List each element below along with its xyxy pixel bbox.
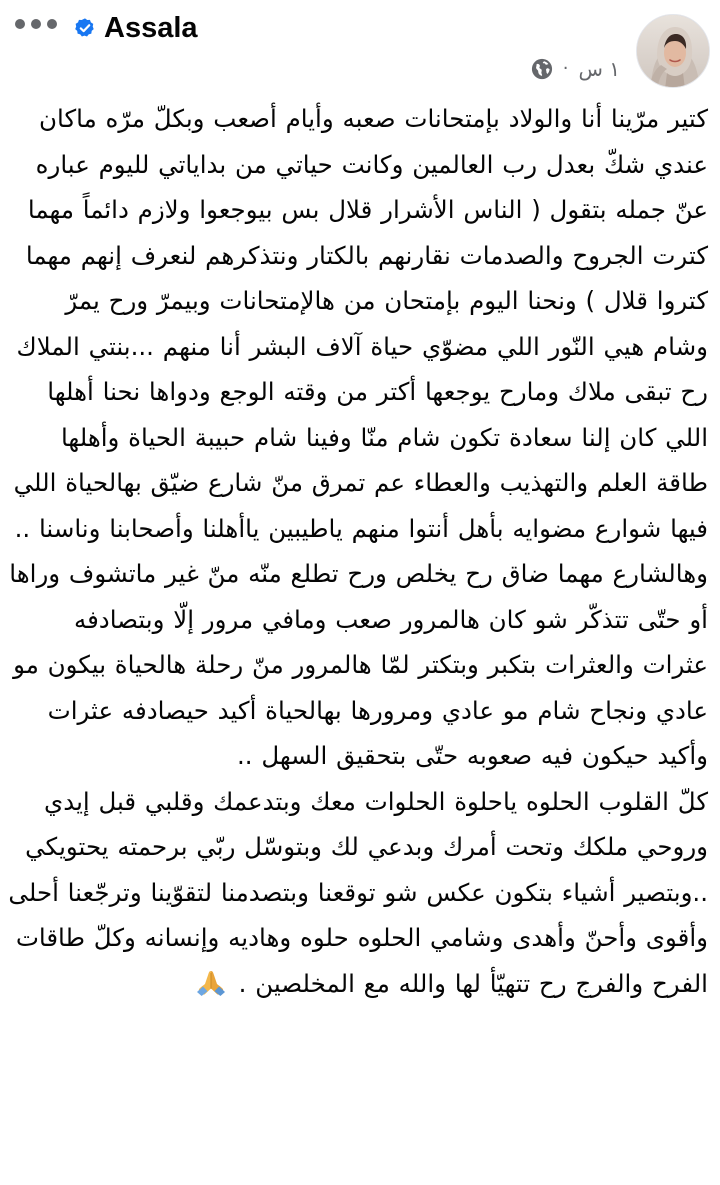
post-meta [531, 54, 620, 84]
globe-icon[interactable] [531, 58, 553, 80]
avatar[interactable] [636, 14, 710, 88]
more-options-icon-dot [31, 19, 41, 29]
post-body [8, 96, 708, 1006]
meta-separator: · [562, 58, 569, 79]
author-block[interactable] [74, 8, 198, 48]
more-options-icon [15, 19, 25, 29]
post-timestamp[interactable]: ١ س [578, 57, 620, 81]
verified-badge-icon [74, 17, 96, 39]
more-options-icon-dot [47, 19, 57, 29]
post-header [0, 0, 720, 100]
avatar-image [637, 15, 710, 88]
more-options-button[interactable] [8, 4, 64, 44]
author-name[interactable]: Assala [104, 11, 198, 44]
folded-hands-icon [194, 968, 228, 996]
post-text: كتير مرّينا أنا والولاد بإمتحانات صعبه وأيام أصعب وبكلّ مرّه ماكان عندي شكّ بعدل رب العالمين وكانت حياتي من بداياتي لليوم عباره عنّ جمله بتقول ( الناس الأشرار قلال بس بيوجعوا ولازم دائماً مهما كترت الجروح والصدمات نقارنهم بالكتار ونتذكرهم لنعرف إنهم مهما كتروا قلال ) ونحنا اليوم بإمتحان من هالإمتحانات وبيمرّ ورح يمرّ وشام هيي النّور اللي مضوّي حياة آلاف البشر أنا منهم ...بنتي الملاك رح تبقى ملاك ومارح يوجعها أكتر من وقته الوجع ودواها نحنا أهلها اللي كان إلنا سعادة تكون شام منّا وفينا شام حبيبة الحياة وأهلها طاقة العلم والتهذيب والعطاء عم تمرق منّ شارع ضيّق بهالحياة اللي فيها شوارع مضوايه بأهل أنتوا منهم ياطيبين ياأهلنا وأصحابنا وناسنا .. وهالشارع مهما ضاق رح يخلص ورح تطلع منّه منّ غير ماتشوف وراها أو حتّى تتذكّر شو كان هالمرور صعب ومافي مرور إلّا وبتصادفه عثرات والعثرات بتكبر وبتكتر لمّا هالمرور منّ رحلة هالحياة بيكون مو عادي ونجاح شام مو عادي ومرورها بهالحياة أكيد حيصادفه عثرات وأكيد حيكون فيه صعوبه حتّى بتحقيق السهل .. كلّ القلوب الحلوه ياحلوة الحلوات معك وبتدعمك وقلبي قبل إيدي وروحي ملكك وتحت أمرك وبدعي لك وبتوسّل ربّي برحمته يحتويكي ..وبتصير أشياء بتكون عكس شو توقعنا وبتصدمنا لتقوّينا وترجّعنا أحلى وأقوى وأحنّ وأهدى وشامي الحلوه حلوه وهاديه وإنسانه وكلّ طاقات الفرح والفرج رح تتهيّأ لها والله مع المخلصين . [8, 104, 708, 998]
